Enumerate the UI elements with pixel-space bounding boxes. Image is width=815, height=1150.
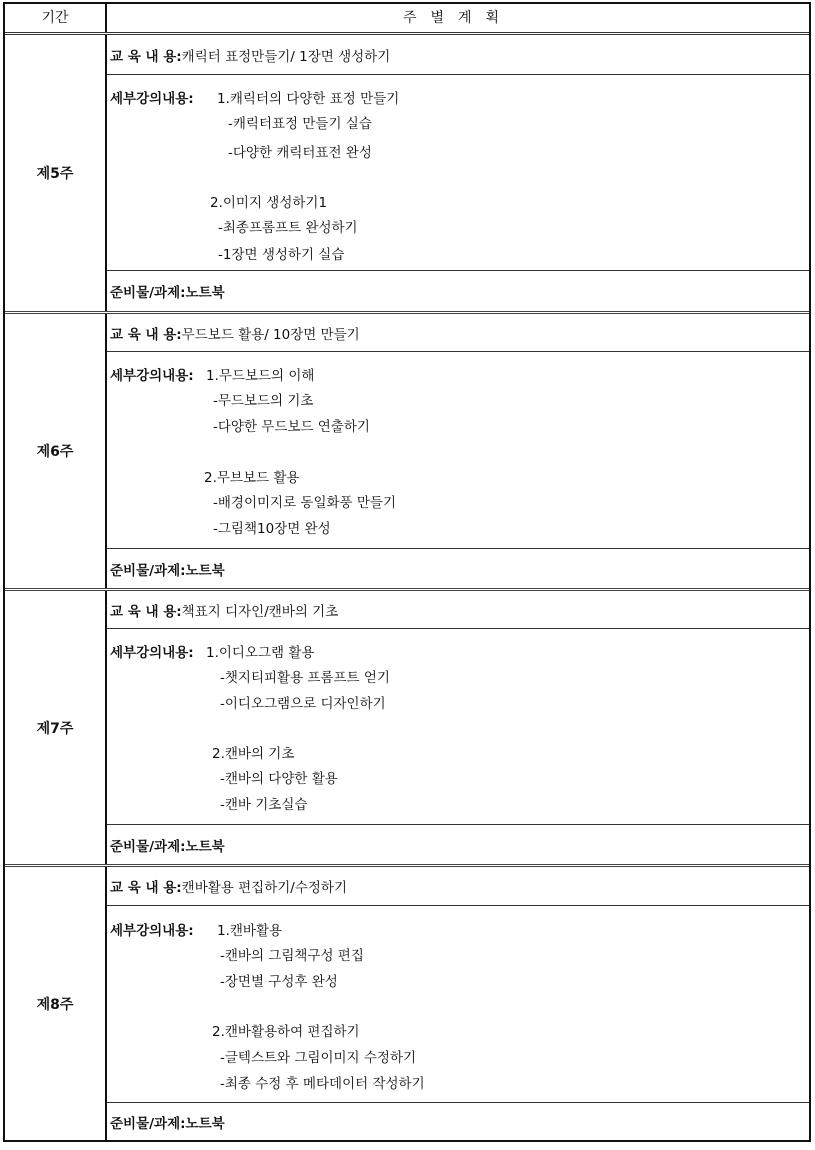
education-text: 캔바활용 편집하기/수정하기 [181,880,348,896]
detail-line: -글텍스트와 그림이미지 수정하기 [220,1050,417,1066]
detail-line: -무드보드의 기초 [213,393,314,409]
prep-row [107,1103,809,1140]
week-block [5,591,809,867]
detail-line: 2.무브보드 활용 [204,470,300,486]
prep-label: 준비물/과제: [110,838,186,855]
education-content-row [107,591,809,629]
detail-line: 1.이디오그램 활용 [206,645,315,661]
education-label: 교 육 내 용: [110,326,182,343]
weekly-plan-table [3,2,811,1142]
detail-line: 1.무드보드의 이해 [206,368,315,384]
header-weekly-plan: 주별계획 [402,10,514,26]
detail-line: -최종프롬프트 완성하기 [218,220,358,236]
detail-content-row [107,352,809,549]
detail-line: -장면별 구성후 완성 [220,974,338,990]
detail-line: -이디오그램으로 디자인하기 [220,696,386,712]
week-block [5,867,809,1140]
education-content-row [107,867,809,906]
table-header [5,4,809,35]
education-text: 무드보드 활용/ 10장면 만들기 [181,326,360,343]
detail-line: -그림책10장면 완성 [213,521,331,537]
prep-row [107,825,809,864]
detail-label: 세부강의내용: [110,645,194,661]
detail-content-row [107,629,809,825]
week-block [5,35,809,314]
detail-line: 2.이미지 생성하기1 [210,195,328,211]
week-block [5,314,809,591]
detail-line: -캔바의 그림책구성 편집 [220,948,364,964]
detail-line: -다양한 캐릭터표전 완성 [228,145,372,161]
education-content-row [107,35,809,75]
education-label: 교 육 내 용: [110,48,182,65]
detail-line: 1.캔바활용 [217,923,283,939]
prep-label: 준비물/과제: [110,562,186,579]
detail-content-row [107,75,809,271]
week-label: 제5주 [5,35,107,311]
detail-line: -다양한 무드보드 연출하기 [213,419,370,435]
prep-text: 노트북 [185,285,225,301]
prep-text: 노트북 [185,838,225,855]
detail-line: -최종 수정 후 메타데이터 작성하기 [220,1076,425,1092]
education-text: 책표지 디자인/캔바의 기초 [181,603,339,620]
prep-row [107,271,809,311]
detail-content-row [107,906,809,1103]
prep-row [107,549,809,588]
header-period: 기간 [5,4,107,32]
detail-line: -챗지티피활용 프롬프트 얻기 [220,670,390,686]
week-label: 제6주 [5,314,107,588]
detail-label: 세부강의내용: [110,368,194,384]
detail-line: -캔바의 다양한 활용 [220,771,338,787]
detail-line: 2.캔바활용하여 편집하기 [212,1024,360,1040]
detail-line: -캐릭터표정 만들기 실습 [228,116,372,132]
education-label: 교 육 내 용: [110,880,182,896]
detail-label: 세부강의내용: [110,91,194,107]
prep-text: 노트북 [185,562,225,579]
detail-line: 1.캐릭터의 다양한 표정 만들기 [217,91,400,107]
education-content-row [107,314,809,352]
detail-line: 2.캔바의 기초 [212,746,295,762]
detail-line: -1장면 생성하기 실습 [218,247,345,263]
week-label: 제7주 [5,591,107,864]
prep-label: 준비물/과제: [110,1115,186,1132]
education-label: 교 육 내 용: [110,603,182,620]
education-text: 캐릭터 표정만들기/ 1장면 생성하기 [181,48,391,65]
week-label: 제8주 [5,867,107,1140]
detail-line: -캔바 기초실습 [220,797,308,813]
prep-text: 노트북 [185,1115,225,1132]
detail-line: -배경이미지로 동일화풍 만들기 [213,495,396,511]
prep-label: 준비물/과제: [110,285,186,301]
detail-label: 세부강의내용: [110,923,194,939]
